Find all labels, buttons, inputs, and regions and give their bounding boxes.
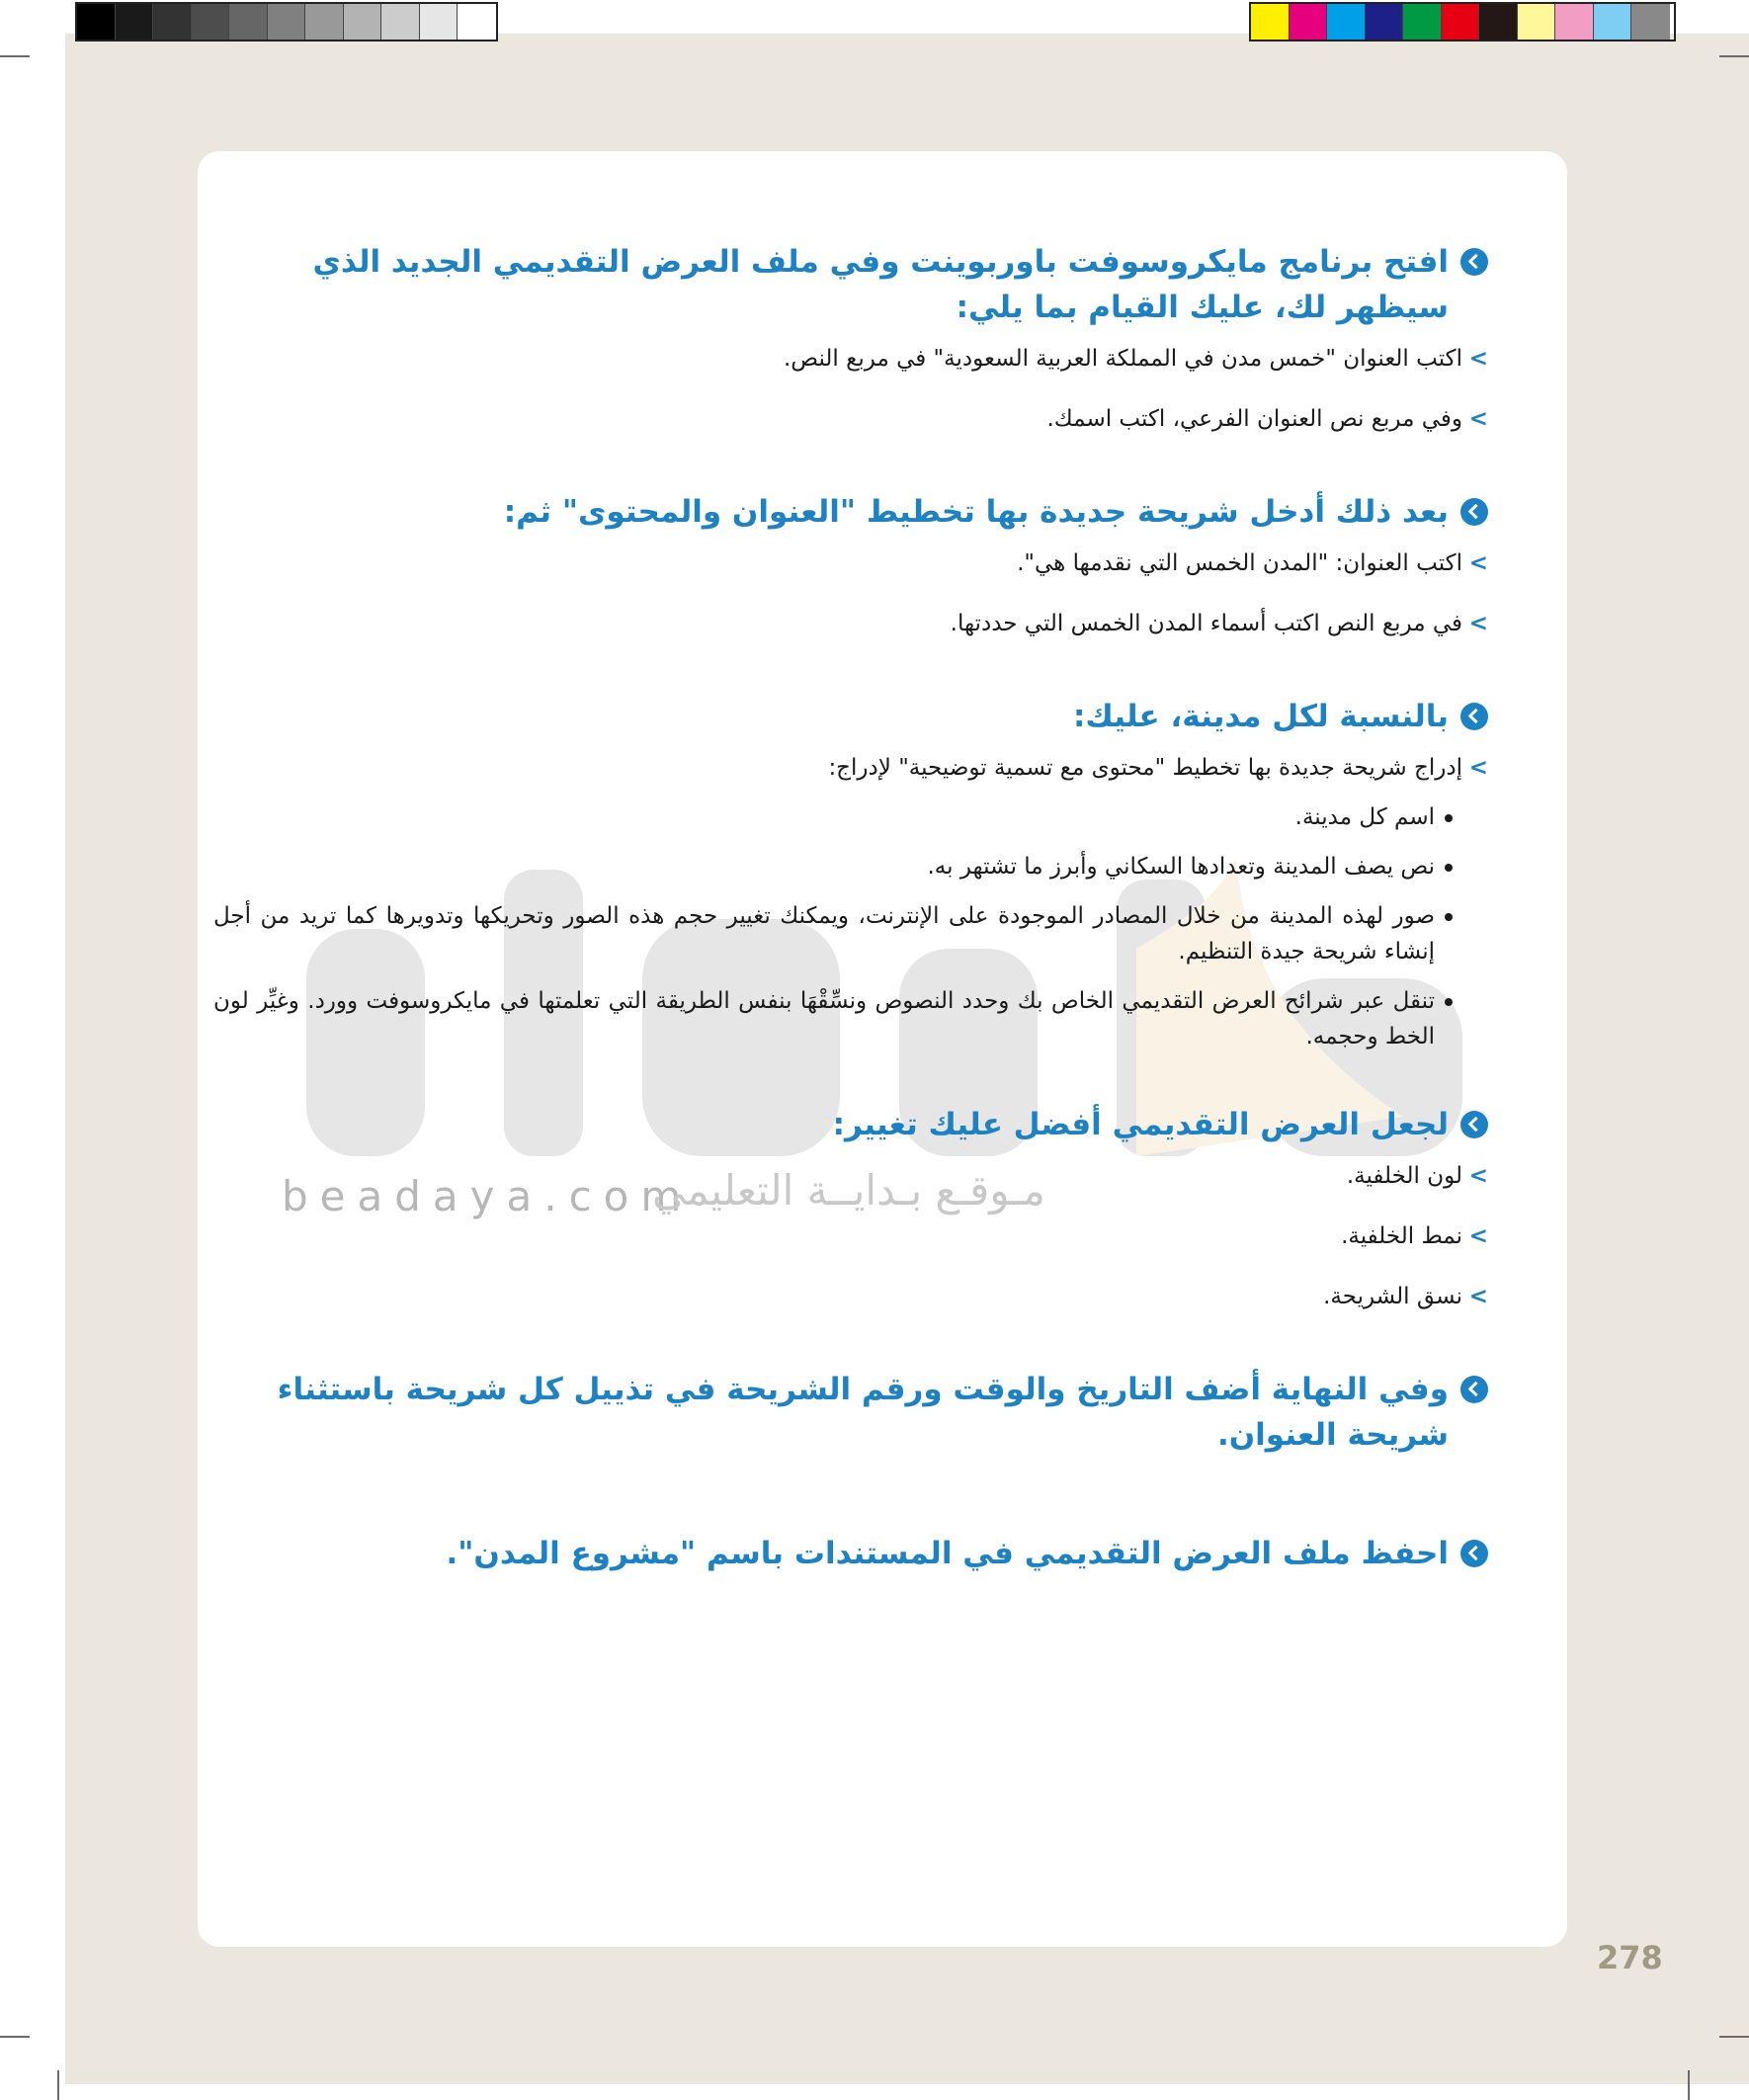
color-swatch [192, 4, 230, 40]
chevron-right-icon: > [1468, 1284, 1488, 1309]
item-list [213, 545, 1488, 642]
section-save [213, 1531, 1488, 1576]
watermark-site: beadaya.com [282, 1172, 694, 1220]
bullet-dot-icon [1445, 864, 1453, 872]
chevron-circle-icon [1460, 1111, 1488, 1138]
chevron-right-icon: > [1468, 406, 1488, 432]
list-item [213, 749, 1488, 787]
color-swatch [1290, 4, 1328, 40]
item-list [213, 1157, 1488, 1315]
chevron-circle-icon [1460, 1376, 1488, 1403]
color-swatch [153, 4, 192, 40]
bullet-text: تنقل عبر شرائح العرض التقديمي الخاص بك وحدد النصوص ونسِّقْهَا بنفس الطريقة التي تعلمتها في مايكروسوفت وورد. وغيِّر لون الخط وحجمه. [213, 988, 1435, 1050]
bullet-dot-icon [1445, 814, 1453, 822]
bullet-text: نص يصف المدينة وتعدادها السكاني وأبرز ما تشتهر به. [927, 854, 1435, 880]
heading-text: بالنسبة لكل مدينة، عليك: [1072, 699, 1449, 734]
item-text: اكتب العنوان "خمس مدن في المملكة العربية السعودية" في مربع النص. [783, 346, 1462, 372]
item-text: في مربع النص اكتب أسماء المدن الخمس التي حددتها. [950, 611, 1462, 636]
chevron-circle-icon [1460, 498, 1488, 526]
bullet-text: اسم كل مدينة. [1294, 804, 1435, 830]
color-swatch [1251, 4, 1290, 40]
item-text: نسق الشريحة. [1323, 1284, 1462, 1309]
color-swatch [381, 4, 420, 40]
chevron-right-icon: > [1468, 550, 1488, 576]
color-swatch [344, 4, 382, 40]
color-swatch [1327, 4, 1366, 40]
color-swatch [77, 4, 116, 40]
chevron-right-icon: > [1468, 1163, 1488, 1189]
bullet-item [213, 983, 1453, 1054]
section-each-city [213, 694, 1488, 1054]
list-item [213, 400, 1488, 438]
bullet-dot-icon [1445, 998, 1453, 1006]
item-text: وفي مربع نص العنوان الفرعي، اكتب اسمك. [1046, 406, 1462, 432]
color-swatch [116, 4, 154, 40]
crop-mark [1719, 2036, 1749, 2038]
list-item [213, 1278, 1488, 1315]
chevron-right-icon: > [1468, 611, 1488, 636]
item-text: لون الخلفية. [1346, 1163, 1462, 1189]
color-swatch [1366, 4, 1404, 40]
section-heading [213, 239, 1488, 330]
bullet-text: صور لهذه المدينة من خلال المصادر الموجودة على الإنترنت، ويمكنك تغيير حجم هذه الصور وتحريكها وتدويرها كما تريد من أجل إنشاء شريحة جيدة التنظيم. [213, 903, 1435, 965]
chevron-circle-icon [1460, 1540, 1488, 1567]
section-heading [213, 1531, 1488, 1576]
item-text: إدراج شريحة جديدة بها تخطيط "محتوى مع تسمية توضيحية" لإدراج: [828, 755, 1462, 781]
heading-text: احفظ ملف العرض التقديمي في المستندات باسم "مشروع المدن". [446, 1536, 1449, 1571]
color-swatch [1479, 4, 1518, 40]
color-swatch [1594, 4, 1632, 40]
color-swatch [458, 4, 496, 40]
section-open-powerpoint [213, 239, 1488, 438]
color-swatch [1631, 4, 1670, 40]
bullet-dot-icon [1445, 913, 1453, 921]
crop-mark [0, 2036, 30, 2038]
bullet-list [213, 799, 1488, 1054]
color-swatch [420, 4, 458, 40]
section-heading [213, 489, 1488, 535]
section-footer [213, 1367, 1488, 1458]
color-swatch [1518, 4, 1556, 40]
chevron-right-icon: > [1468, 346, 1488, 372]
list-item [213, 605, 1488, 642]
color-swatch [305, 4, 344, 40]
heading-text: وفي النهاية أضف التاريخ والوقت ورقم الشريحة في تذييل كل شريحة باستثناء شريحة العنوان. [277, 1372, 1449, 1453]
item-list [213, 749, 1488, 787]
item-text: اكتب العنوان: "المدن الخمس التي نقدمها هي". [1017, 550, 1462, 576]
list-item [213, 340, 1488, 378]
process-color-bar [1249, 2, 1676, 42]
section-heading [213, 1367, 1488, 1458]
heading-text: افتح برنامج مايكروسوفت باوربوينت وفي ملف العرض التقديمي الجديد الذي سيظهر لك، عليك القيام بما يلي: [312, 244, 1449, 325]
item-text: نمط الخلفية. [1341, 1223, 1462, 1249]
chevron-right-icon: > [1468, 755, 1488, 781]
page-number: 278 [1597, 1939, 1663, 1976]
instructions [213, 239, 1488, 1576]
section-heading [213, 1102, 1488, 1147]
crop-mark [57, 2070, 59, 2100]
color-swatch [1442, 4, 1480, 40]
chevron-right-icon: > [1468, 1223, 1488, 1249]
crop-mark [1688, 2070, 1690, 2100]
bullet-item [213, 898, 1453, 969]
bullet-item [213, 849, 1453, 884]
heading-text: بعد ذلك أدخل شريحة جديدة بها تخطيط "العنوان والمحتوى" ثم: [503, 494, 1449, 530]
list-item [213, 1218, 1488, 1255]
chevron-circle-icon [1460, 248, 1488, 276]
crop-mark [0, 55, 30, 57]
section-heading [213, 694, 1488, 739]
bullet-item [213, 799, 1453, 835]
color-swatch [1555, 4, 1594, 40]
color-swatch [268, 4, 306, 40]
list-item [213, 545, 1488, 582]
list-item [213, 1157, 1488, 1195]
crop-mark [1719, 55, 1749, 57]
chevron-circle-icon [1460, 703, 1488, 730]
section-new-slide [213, 489, 1488, 642]
section-improve-presentation [213, 1102, 1488, 1315]
grayscale-color-bar [75, 2, 498, 42]
heading-text: لجعل العرض التقديمي أفضل عليك تغيير: [832, 1107, 1449, 1142]
watermark-arabic: مـوقـع بـدايــة التعليمي [652, 1166, 1045, 1215]
color-swatch [1403, 4, 1442, 40]
color-swatch [229, 4, 268, 40]
item-list [213, 340, 1488, 438]
